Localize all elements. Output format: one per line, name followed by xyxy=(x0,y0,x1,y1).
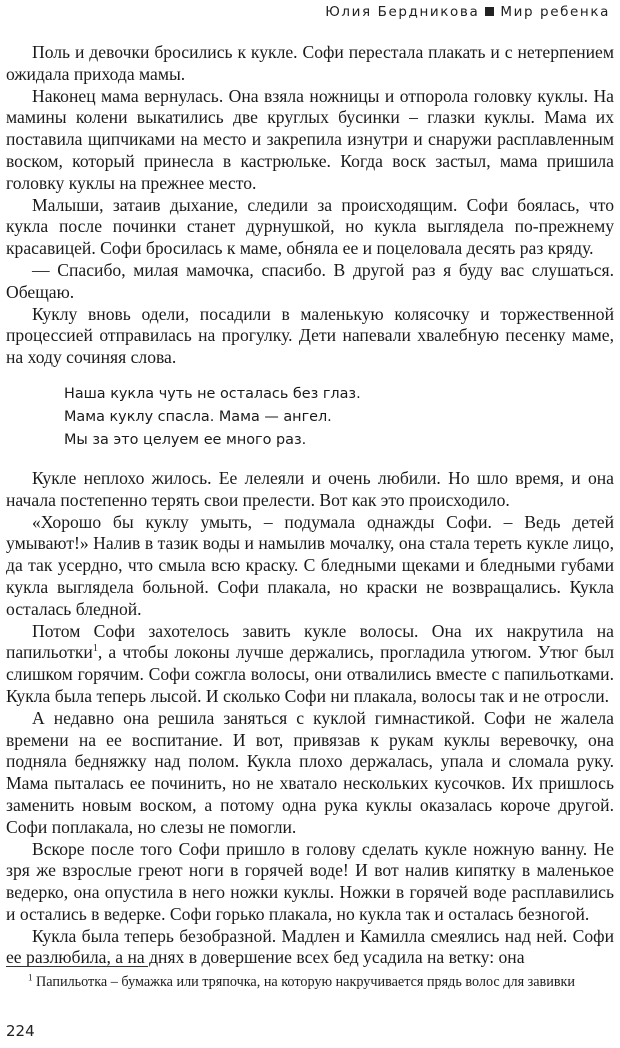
paragraph: Малыши, затаив дыхание, следили за происходящим. Софи боялась, что кукла после починки станет дурнушкой, но кукла выглядела по-прежнему красавицей. Софи бросилась к маме, обняла ее и поцеловала десять раз кряду. xyxy=(6,194,614,259)
paragraph: А недавно она решила заняться с куклой гимнастикой. Софи не жалела времени на ее воспитание. И вот, привязав к рукам куклы веревочку, она подняла бедняжку над полом. Кукла плохо держалась, упала и сломала руку. Мама пыталась ее починить, но не хватало нескольких кусочков. Их пришлось заменить новым воском, а потому одна рука куклы оказалась короче другой. Софи поплакала, но слезы не помогли. xyxy=(6,707,614,837)
paragraph: Кукле неплохо жилось. Ее лелеяли и очень любили. Но шло время, и она начала постепенно терять свои прелести. Вот как это происходило. xyxy=(6,467,614,510)
paragraph: Куклу вновь одели, посадили в маленькую колясочку и торжественной процессией отправилась на прогулку. Дети напевали хвалебную песенку маме, на ходу сочиняя слова. xyxy=(6,303,614,368)
page-number: 224 xyxy=(6,1022,35,1040)
paragraph: — Спасибо, милая мамочка, спасибо. В другой раз я буду вас слушаться. Обещаю. xyxy=(6,259,614,302)
paragraph: «Хорошо бы куклу умыть, – подумала однажды Софи. – Ведь детей умывают!» Налив в тазик воды и намылив мочалку, она стала тереть кукле лицо, да так усердно, что смыла всю краску. С бледными щеками и бледными губами кукла выглядела больной. Софи плакала, но краски не возвращались. Кукла осталась бледной. xyxy=(6,511,614,619)
running-head xyxy=(325,4,610,20)
header-book-title: Мир ребенка xyxy=(500,4,610,20)
poem-line: Мама куклу спасла. Мама — ангел. xyxy=(64,408,332,425)
footnote-text: Папильотка – бумажка или тряпочка, на которую накручивается прядь волос для завивки xyxy=(36,974,576,990)
paragraph-text: , а чтобы локоны лучше держались, прогладила утюгом. Утюг был слишком горячим. Софи сожгла волосы, они отвалились вместе с папильотками. Кукла была теперь лысой. И сколько Софи ни плакала, волосы так и не отросли. xyxy=(6,642,614,706)
footnote-reference[interactable]: 1 xyxy=(92,643,98,655)
footnote-divider xyxy=(6,966,148,967)
paragraph: Наконец мама вернулась. Она взяла ножницы и отпорола головку куклы. На мамины колени выкатились две круглых бусинки – глазки куклы. Мама их поставила щипчиками на место и закрепила изнутри и снаружи расплавленным воском, который принесла в кастрюльке. Когда воск застыл, мама пришила головку куклы на прежнее место. xyxy=(6,85,614,193)
paragraph-text: Потом Софи захотелось завить кукле волосы. Она их накрутила на папильотки xyxy=(6,620,614,663)
paragraph: Вскоре после того Софи пришло в голову сделать кукле ножную ванну. Не зря же взрослые греют ноги в горячей воде! И вот налив кипятку в маленькое ведерко, она опустила в него ножки куклы. Ножки в горячей воде расплавились и остались в ведерке. Софи горько плакала, но кукла так и осталась безногой. xyxy=(6,838,614,924)
header-author: Юлия Бердникова xyxy=(325,4,480,20)
poem-line: Наша кукла чуть не осталась без глаз. xyxy=(64,385,361,402)
square-separator-icon xyxy=(485,7,494,16)
paragraph-with-footnote xyxy=(6,621,614,708)
paragraph: Поль и девочки бросились к кукле. Софи перестала плакать и с нетерпением ожидала прихода мамы. xyxy=(6,42,614,84)
main-text xyxy=(6,42,614,969)
paragraph: Кукла была теперь безобразной. Мадлен и Камилла смеялись над ней. Софи ее разлюбила, а на днях в довершение всех бед усадила на ветку: она xyxy=(6,925,614,968)
footnote-marker: 1 xyxy=(28,972,33,983)
poem xyxy=(6,383,614,452)
footnote xyxy=(6,972,614,992)
poem-line: Мы за это целуем ее много раз. xyxy=(64,431,307,448)
